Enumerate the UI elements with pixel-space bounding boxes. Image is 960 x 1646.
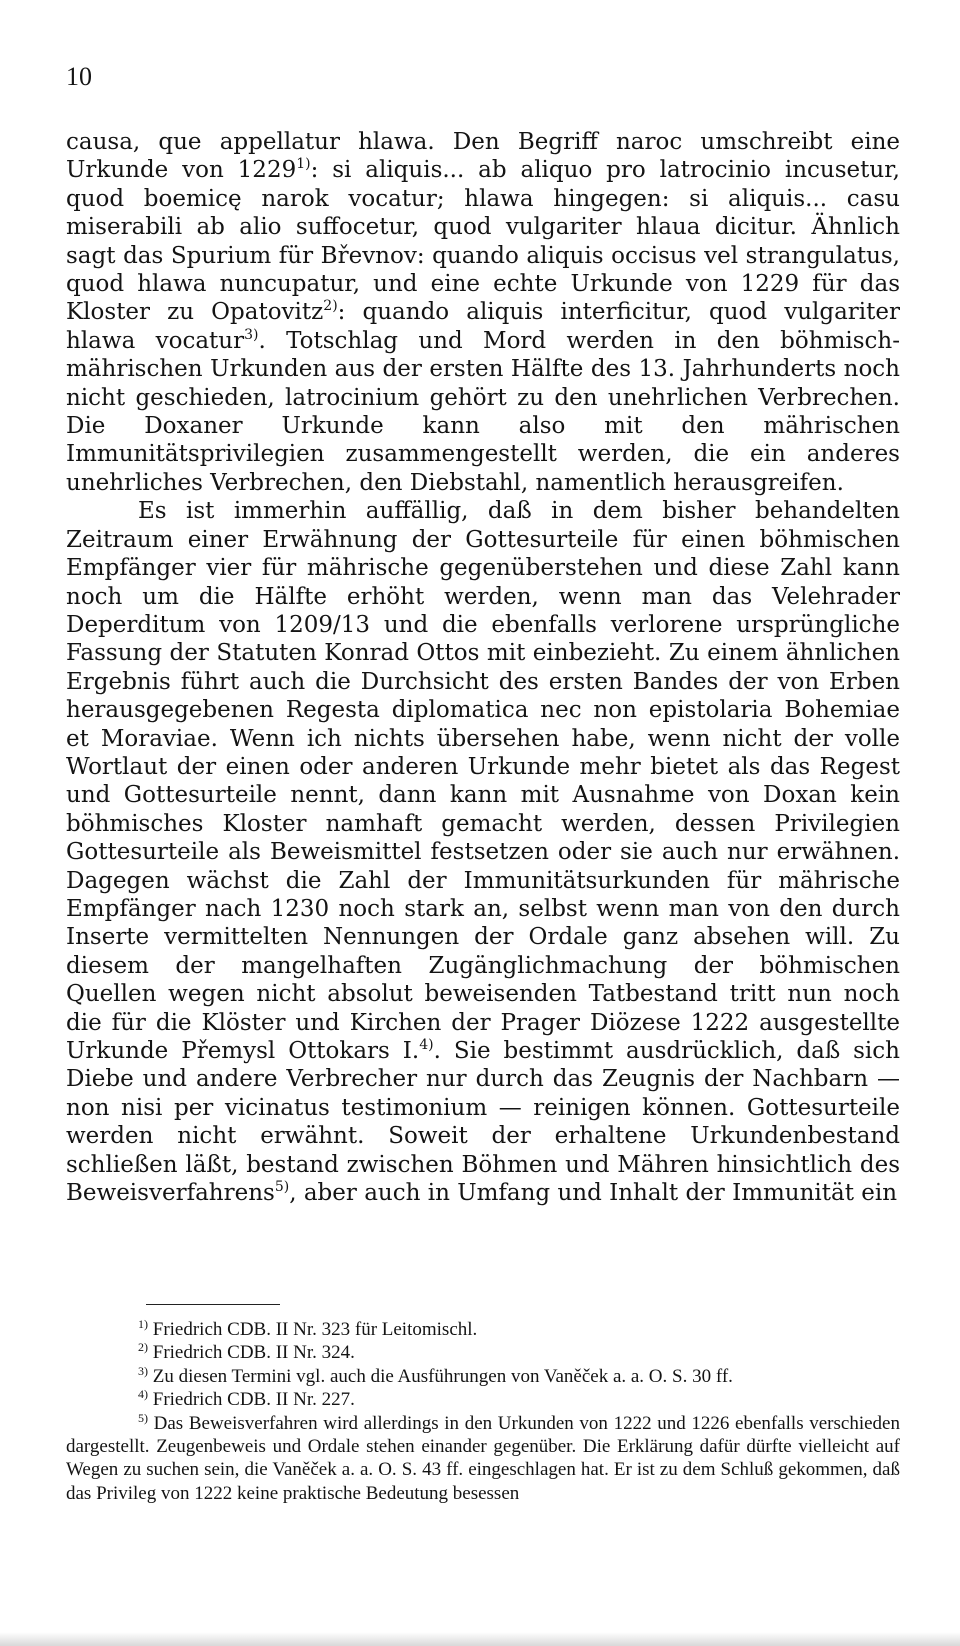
footnote-1	[66, 1318, 900, 1341]
footnote-mark: 1)	[138, 1317, 148, 1331]
paragraph-1	[66, 128, 900, 497]
paragraph-2	[66, 497, 900, 1207]
paragraph-text: , aber auch in Umfang und Inhalt der Immunität ein	[289, 1180, 898, 1207]
paragraph-text: . Sie bestimmt ausdrücklich, daß sich Diebe und andere Verbrecher nur durch das Zeugnis der Nachbarn — non nisi per vicinatus testimonium — reinigen können. Gottesurteile werden nicht erwähnt. Soweit der erhaltene Urkundenbestand schließen läßt, bestand zwischen Böhmen und Mähren hinsichtlich des Beweisverfahrens	[66, 1038, 900, 1207]
footnote-ref-3: 3)	[244, 326, 259, 343]
footnote-text: Das Beweisverfahren wird allerdings in den Urkunden von 1222 und 1226 ebenfalls verschieden dargestellt. Zeugenbeweis und Ordale stehen einander gegenüber. Die Erklärung dafür dürfte vielleicht auf Wegen zu suchen sein, die Vaněček a. a. O. S. 43 ff. eingeschlagen hat. Er ist zu dem Schluß gekommen, daß das Privileg von 1222 keine praktische Bedeutung besessen	[66, 1412, 900, 1504]
paragraph-text: : quando aliquis interficitur, quod vulgariter hlawa vocatur	[66, 299, 901, 354]
paragraph-text: : si aliquis... ab aliquo pro latrocinio incusetur, quod boemicę narok vocatur; hlawa hingegen: si aliquis... casu miserabili ab alio suffocetur, quod vulgariter hlaua dicitur. Ähnlich sagt das Spurium für Břevnov: quando aliquis occisus vel strangulatus, quod hlawa nuncupatur, und eine echte Urkunde von 1229 für das Kloster zu Opatovitz	[66, 157, 900, 326]
footnote-ref-2: 2)	[323, 298, 338, 315]
footnote-3	[66, 1365, 900, 1388]
paragraph-text: Es ist immerhin auffällig, daß in dem bisher behandelten Zeitraum einer Erwähnung der Gottesurteile für einen böhmischen Empfänger vier für mährische gegenüberstehen und diese Zahl kann noch um die Hälfte erhöht werden, wenn man das Velehrader Deperditum von 1209/13 und die ebenfalls verlorene ursprüngliche Fassung der Statuten Konrad Ottos mit einbezieht. Zu einem ähnlichen Ergebnis führt auch die Durchsicht des ersten Bandes der von Erben herausgegebenen Regesta diplomatica nec non epistolaria Bohemiae et Moraviae. Wenn ich nichts übersehen habe, wenn nicht der volle Wortlaut der einen oder anderen Urkunde mehr bietet als das Regest und Gottesurteile nennt, dann kann mit Ausnahme von Doxan kein böhmisches Kloster namhaft gemacht werden, dessen Privilegien Gottesurteile als Beweismittel festsetzen oder sie auch nur erwähnen. Dagegen wächst die Zahl der Immunitätsurkunden für mährische Empfänger nach 1230 noch stark an, selbst wenn man von den durch Inserte vermittelten Nennungen der Ordale ganz absehen will. Zu diesem der mangelhaften Zugänglichmachung der böhmischen Quellen wegen nicht absolut beweisenden Tatbestand tritt nun noch die für die Klöster und Kirchen der Prager Diözese 1222 ausgestellte Urkunde Přemysl Ottokars I.	[66, 498, 900, 1064]
footnote-2	[66, 1341, 900, 1364]
footnote-mark: 4)	[138, 1387, 148, 1402]
footnote-separator	[146, 1304, 280, 1305]
paragraph-text: . Totschlag und Mord werden in den böhmisch-mährischen Urkunden aus der ersten Hälfte des 13. Jahrhunderts noch nicht geschieden, latrocinium gehört zu den unehrlichen Verbrechen. Die Doxaner Urkunde kann also mit den mährischen Immunitätsprivilegien zusammengestellt werden, die ein anderes unehrliches Verbrechen, den Diebstahl, namentlich herausgreifen.	[66, 327, 900, 496]
footnote-mark: 5)	[138, 1410, 148, 1425]
footnote-mark: 3)	[138, 1363, 148, 1378]
footnote-ref-5: 5)	[274, 1179, 290, 1196]
footnote-text: Friedrich CDB. II Nr. 324.	[148, 1342, 355, 1364]
footnote-mark: 2)	[138, 1340, 148, 1355]
body-text	[66, 128, 900, 1207]
footnote-ref-1: 1)	[296, 156, 311, 173]
footnote-text: Friedrich CDB. II Nr. 227.	[148, 1389, 355, 1411]
footnote-4	[66, 1388, 900, 1411]
page-number: 10	[66, 62, 92, 91]
footnote-5	[66, 1412, 900, 1506]
footnote-ref-4: 4)	[419, 1037, 434, 1053]
scan-edge	[0, 1632, 960, 1646]
footnote-text: Friedrich CDB. II Nr. 323 für Leitomischl.	[148, 1319, 478, 1340]
footnote-text: Zu diesen Termini vgl. auch die Ausführungen von Vaněček a. a. O. S. 30 ff.	[148, 1365, 733, 1387]
footnotes	[66, 1318, 900, 1505]
paragraph-text: causa, que appellatur hlawa. Den Begriff naroc umschreibt eine Urkunde von 1229	[66, 129, 900, 184]
